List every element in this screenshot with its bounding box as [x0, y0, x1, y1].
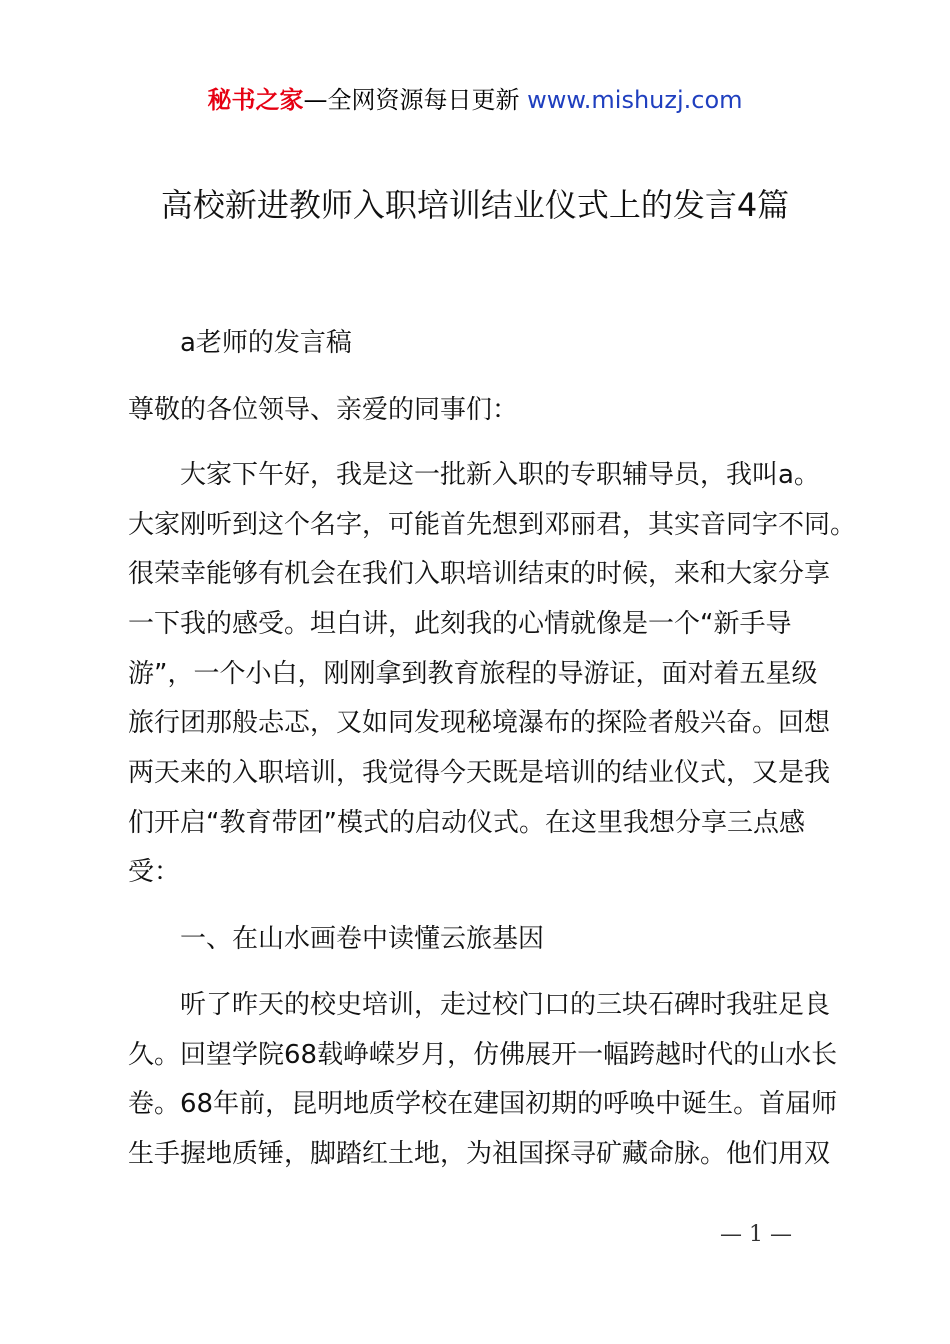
salutation: 尊敬的各位领导、亲爱的同事们： [128, 395, 519, 425]
paragraph-line: 听了昨天的校史培训，走过校门口的三块石碑时我驻足良 [180, 990, 831, 1020]
paragraph-line: 生手握地质锤，脚踏红土地，为祖国探寻矿藏命脉。他们用双 [128, 1139, 831, 1169]
section-heading: 一、在山水画卷中读懂云旅基因 [180, 924, 545, 954]
paragraph-line: 旅行团那般忐忑，又如同发现秘境瀑布的探险者般兴奋。回想 [128, 708, 831, 738]
paragraph-line: 两天来的入职培训，我觉得今天既是培训的结业仪式，又是我 [128, 758, 831, 788]
paragraph-line: 游”，一个小白，刚刚拿到教育旅程的导游证，面对着五星级 [128, 659, 818, 689]
paragraph-line: 大家下午好，我是这一批新入职的专职辅导员，我叫a。 [180, 460, 820, 490]
paragraph-line: 一下我的感受。坦白讲，此刻我的心情就像是一个“新手导 [128, 609, 792, 639]
paragraph-line: 很荣幸能够有机会在我们入职培训结束的时候，来和大家分享 [128, 559, 831, 589]
site-header [0, 80, 950, 115]
site-url-link[interactable]: www.mishuzj.com [527, 86, 743, 114]
brand-name: 秘书之家 [207, 86, 304, 114]
paragraph-line: 卷。68年前，昆明地质学校在建国初期的呼唤中诞生。首届师 [128, 1089, 838, 1119]
header-tagline: —全网资源每日更新 [303, 86, 520, 114]
section-label: a老师的发言稿 [180, 328, 352, 358]
paragraph-line: 们开启“教育带团”模式的启动仪式。在这里我想分享三点感 [128, 808, 805, 838]
paragraph-line: 久。回望学院68载峥嵘岁月，仿佛展开一幅跨越时代的山水长 [128, 1040, 838, 1070]
document-title: 高校新进教师入职培训结业仪式上的发言4篇 [160, 186, 790, 224]
paragraph-line: 受： [128, 857, 181, 887]
page-number: — 1 — [720, 1222, 792, 1247]
paragraph-line: 大家刚听到这个名字，可能首先想到邓丽君，其实音同字不同。 [128, 510, 857, 540]
